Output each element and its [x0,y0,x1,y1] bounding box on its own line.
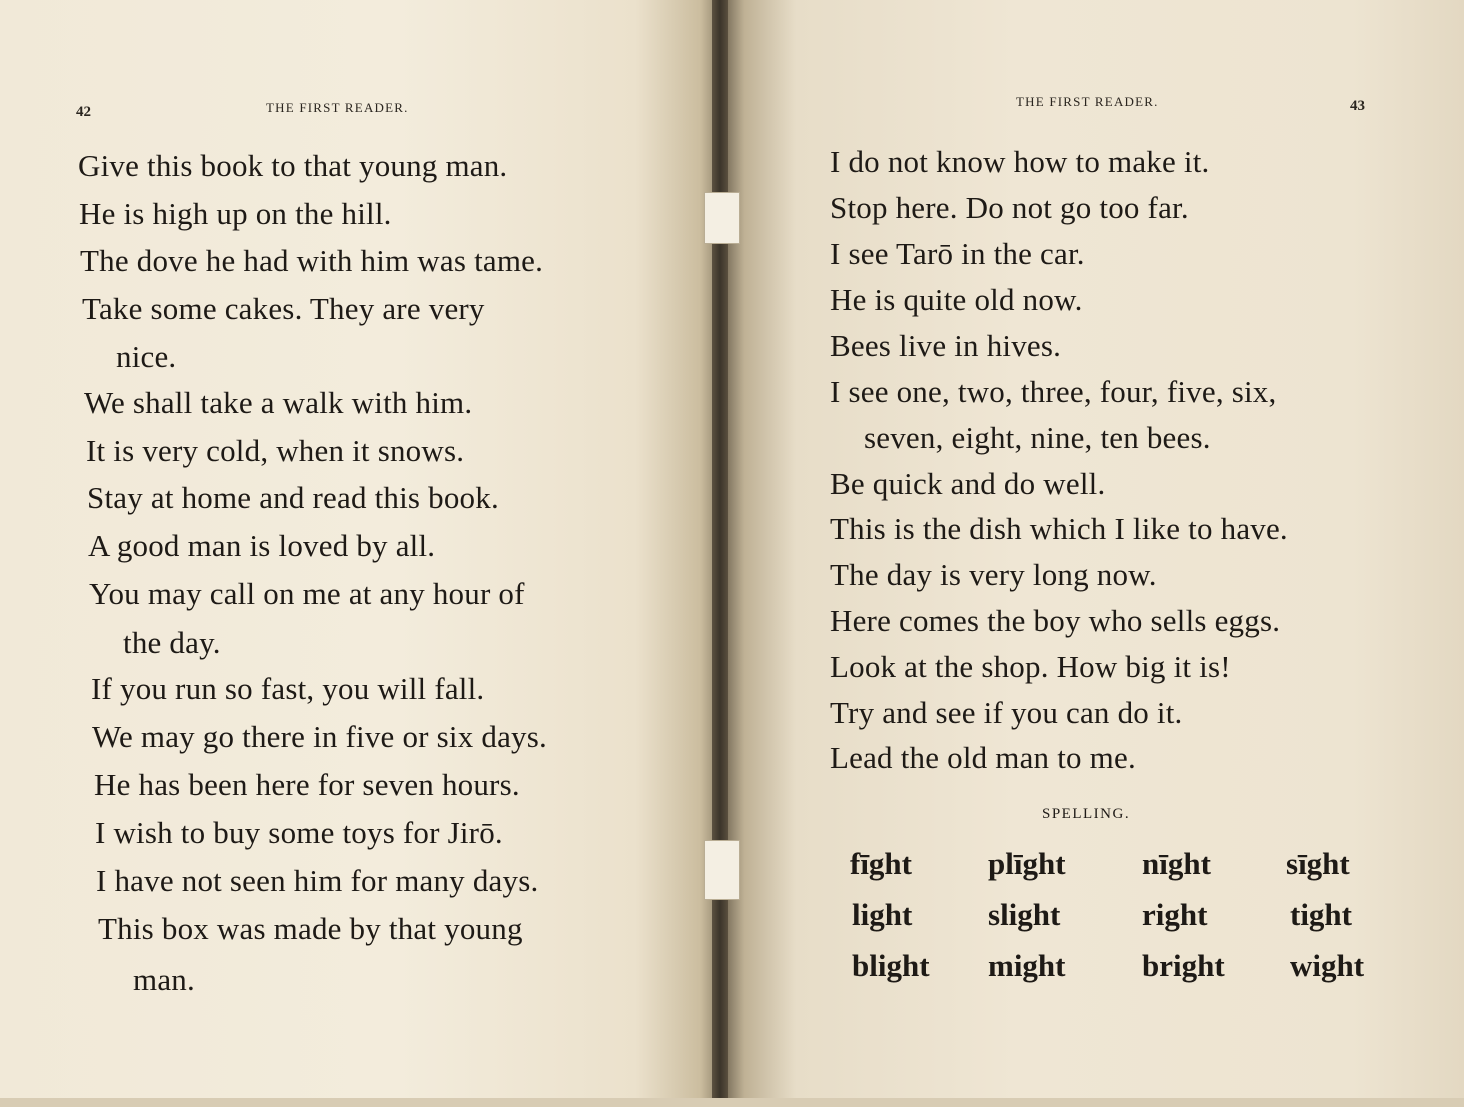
text-line: Bees live in hives. [830,328,1062,363]
text-line: You may call on me at any hour of [89,576,525,611]
text-line: I do not know how to make it. [830,144,1210,179]
text-line: seven, eight, nine, ten bees. [864,420,1211,455]
text-line: He is high up on the hill. [79,196,392,231]
text-line: He is quite old now. [830,282,1083,317]
text-line: We shall take a walk with him. [84,385,473,420]
text-line: the day. [123,625,221,660]
spelling-word: right [1142,897,1208,932]
text-line: Lead the old man to me. [830,740,1136,775]
text-line: Take some cakes. They are very [82,291,485,326]
spelling-word: plīght [988,846,1066,881]
book-spine [712,0,728,1107]
running-head-right: THE FIRST READER. [1016,94,1159,109]
spelling-word: blight [852,948,930,983]
text-line: We may go there in five or six days. [92,719,547,754]
running-head-left: THE FIRST READER. [266,100,409,115]
binding-tab [704,192,740,244]
text-line: Here comes the boy who sells eggs. [830,603,1281,638]
text-line: I wish to buy some toys for Jirō. [95,815,503,850]
text-line: Stay at home and read this book. [87,480,499,515]
text-line: He has been here for seven hours. [94,767,520,802]
text-line: This box was made by that young [98,911,523,946]
text-line: Stop here. Do not go too far. [830,190,1189,225]
text-line: man. [133,962,195,997]
text-line: A good man is loved by all. [88,528,436,563]
text-line: It is very cold, when it snows. [86,433,465,468]
text-line: The dove he had with him was tame. [80,243,544,278]
text-line: Try and see if you can do it. [830,695,1183,730]
page-number-left: 42 [76,104,91,120]
spelling-word: tight [1290,897,1352,932]
text-line: nice. [116,339,177,374]
text-line: Look at the shop. How big it is! [830,649,1231,684]
text-line: Be quick and do well. [830,466,1106,501]
text-line: I see one, two, three, four, five, six, [830,374,1277,409]
spelling-word: wight [1290,948,1365,983]
text-line: The day is very long now. [830,557,1157,592]
spelling-word: nīght [1142,846,1211,881]
spelling-word: slight [988,897,1061,932]
book-bottom-edge [0,1098,1464,1107]
spelling-word: fīght [850,846,912,881]
text-line: If you run so fast, you will fall. [91,671,485,706]
text-line: This is the dish which I like to have. [830,511,1288,546]
spelling-word: sīght [1286,846,1350,881]
text-line: I see Tarō in the car. [830,236,1085,271]
spelling-heading: SPELLING. [1042,806,1131,822]
binding-tab [704,840,740,900]
text-line: Give this book to that young man. [78,148,508,183]
spelling-word: might [988,948,1066,983]
text-line: I have not seen him for many days. [96,863,539,898]
spelling-word: light [852,897,913,932]
page-number-right: 43 [1350,98,1365,114]
spelling-word: bright [1142,948,1225,983]
